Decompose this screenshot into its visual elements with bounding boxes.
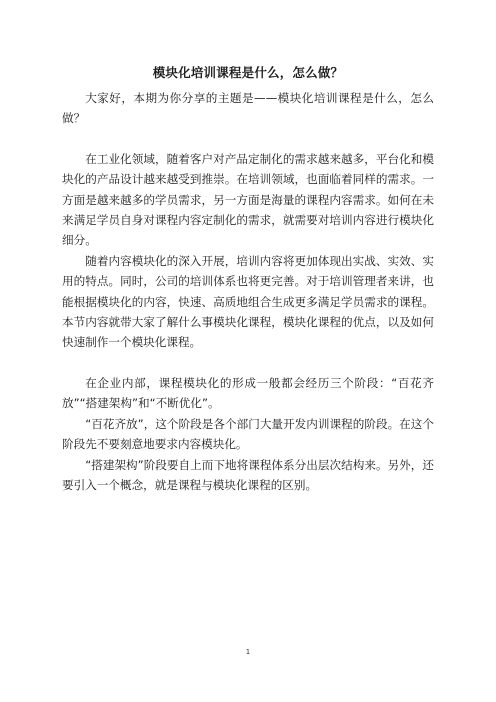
paragraph-modular-content: 随着内容模块化的深入开展，培训内容将更加体现出实战、实效、实用的特点。同时，公司的培训体系也将更完善。对于培训管理者来讲，也能根据模块化的内容，快速、高质地组合生成更多满足学员需求的课程。本节内容就带大家了解什么事模块化课程，模块化课程的优点，以及如何快速制作一个模块化课程。: [62, 253, 434, 350]
document-body: [62, 64, 434, 495]
paragraph-stage-one: “百花齐放”，这个阶段是各个部门大量开发内训课程的阶段。在这个阶段先不要刻意地要求内容模块化。: [62, 416, 434, 452]
paragraph-stage-two: “搭建架构”阶段要自上而下地将课程体系分出层次结构来。另外，还要引入一个概念，就是课程与模块化课程的区别。: [62, 457, 434, 492]
paragraph-industrial: 在工业化领域，随着客户对产品定制化的需求越来越多，平台化和模块化的产品设计越来越受到推崇。在培训领域，也面临着同样的需求。一方面是越来越多的学员需求，另一方面是海量的课程内容需求。如何在未来满足学员自身对课程内容定制化的需求，就需要对培训内容进行模块化细分。: [62, 151, 434, 248]
paragraph-gap: [62, 129, 434, 149]
page-number: 1: [245, 648, 251, 656]
paragraph-gap: [62, 353, 434, 373]
paragraph-intro: 大家好，本期为你分享的主题是——模块化培训课程是什么，怎么做？: [62, 91, 434, 126]
document-title: 模块化培训课程是什么，怎么做？: [152, 65, 344, 80]
paragraph-three-stages: 在企业内部，课程模块化的形成一般都会经历三个阶段：“百花齐放”“搭建架构”和“不断优化”。: [62, 375, 434, 411]
